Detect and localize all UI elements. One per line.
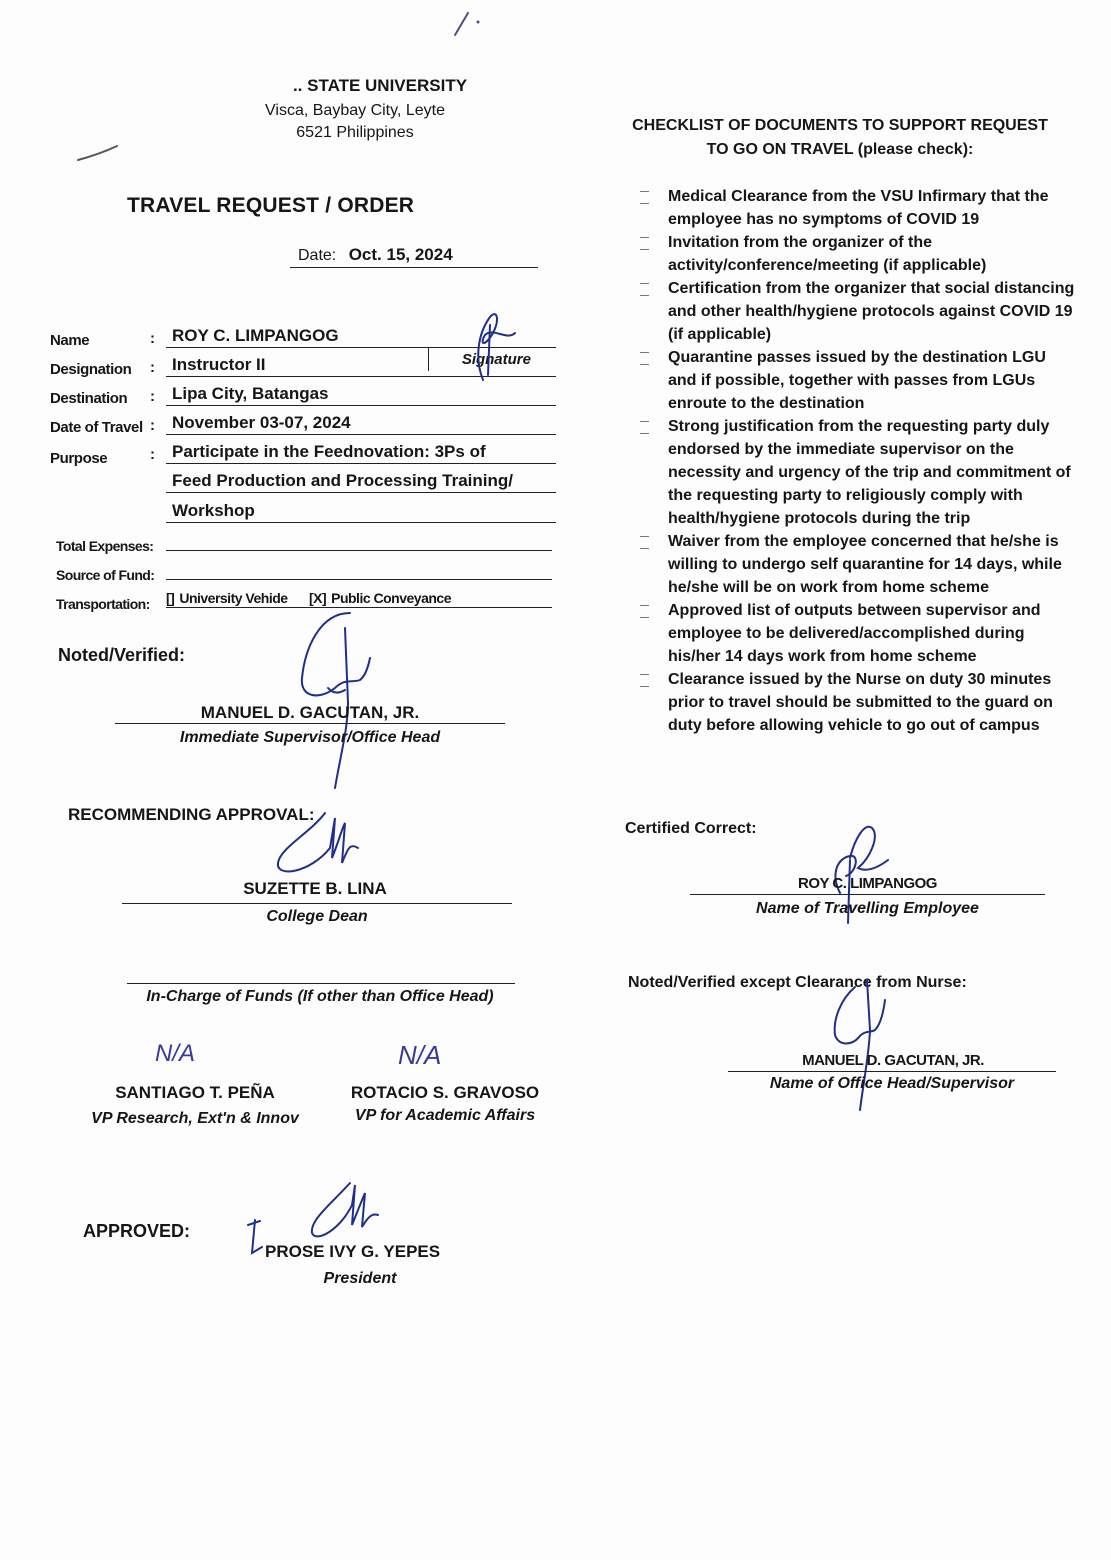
vp-academic-title: VP for Academic Affairs (354, 1107, 536, 1124)
checklist-item[interactable] (638, 185, 1078, 231)
designation-label: Designation (50, 361, 132, 378)
office-head-name: MANUEL D. GACUTAN, JR. (802, 1052, 984, 1069)
checklist-item[interactable] (638, 530, 1078, 599)
noted-verified-label: Noted/Verified: (58, 645, 186, 665)
supervisor-signature (290, 608, 390, 793)
source-of-fund-field[interactable] (166, 559, 552, 580)
colon: : (150, 417, 155, 434)
checkbox[interactable] (640, 191, 649, 204)
purpose-label: Purpose (50, 450, 108, 467)
transportation-options (166, 590, 552, 608)
colon: : (150, 359, 155, 376)
funds-title: In-Charge of Funds (If other than Office Head) (146, 988, 494, 1005)
dean-title: College Dean (266, 908, 368, 925)
checklist-item-text: Invitation from the organizer of the activity/conference/meeting (if applicable) (668, 234, 987, 274)
purpose-field-line-1[interactable]: Participate in the Feednovation: 3Ps of (166, 441, 556, 464)
designation-field[interactable]: Instructor II (166, 354, 556, 377)
vp-academic-name: ROTACIO S. GRAVOSO (350, 1083, 540, 1102)
signature-cell[interactable] (428, 347, 551, 371)
approved-label: APPROVED: (83, 1221, 191, 1241)
signature-line (115, 723, 505, 724)
checklist-item-text: Waiver from the employee concerned that he/she is willing to undergo self quarantine for 14 days, while he/she will be on work from home scheme (668, 533, 1062, 596)
destination-field[interactable]: Lipa City, Batangas (166, 383, 556, 406)
date-field[interactable] (290, 245, 538, 268)
colon: : (150, 446, 155, 463)
noted-except-nurse-label: Noted/Verified except Clearance from Nurse: (628, 974, 967, 991)
checklist-item-text: Strong justification from the requesting party duly endorsed by the immediate supervisor on the necessity and urgency of the trip and commitment of the requesting party to religiously comply with health/hygiene protocols during the trip (668, 418, 1071, 527)
checklist-heading (630, 114, 1050, 162)
destination-label: Destination (50, 390, 128, 407)
signature-label: Signature (461, 351, 531, 368)
signature-line (728, 1071, 1056, 1072)
purpose-field-line-2[interactable]: Feed Production and Processing Training/ (166, 470, 556, 493)
date-of-travel-label: Date of Travel (50, 419, 143, 436)
funds-signature-line[interactable] (127, 983, 515, 984)
supervisor-title: Immediate Supervisor/Office Head (179, 729, 441, 746)
pen-mark (450, 5, 500, 40)
supervisor-name: MANUEL D. GACUTAN, JR. (200, 703, 420, 722)
checkbox[interactable] (640, 605, 649, 618)
checklist-item-text: Medical Clearance from the VSU Infirmary that the employee has no symptoms of COVID 19 (668, 188, 1049, 228)
checkbox[interactable] (640, 674, 649, 687)
vp-research-title: VP Research, Ext'n & Innov (91, 1110, 299, 1127)
pen-mark (75, 140, 125, 165)
signature-line (690, 894, 1045, 895)
address-line-2: 6521 Philippines (296, 124, 414, 141)
form-title: TRAVEL REQUEST / ORDER (127, 194, 415, 217)
vp-research-name: SANTIAGO T. PEÑA (115, 1083, 275, 1102)
checklist (638, 185, 1078, 737)
supervisor-signature (825, 975, 905, 1115)
checklist-item[interactable] (638, 277, 1078, 346)
checkbox-mark: [] (166, 590, 175, 606)
president-name: PROSE IVY G. YEPES (265, 1242, 441, 1261)
date-value: Oct. 15, 2024 (348, 245, 453, 264)
checkbox[interactable] (640, 283, 649, 296)
date-of-travel-field[interactable]: November 03-07, 2024 (166, 412, 556, 435)
travelling-employee-title: Name of Travelling Employee (756, 900, 979, 917)
checklist-heading-line-2: TO GO ON TRAVEL (please check): (706, 141, 974, 158)
option-label: University Vehide (179, 590, 288, 606)
name-field[interactable]: ROY C. LIMPANGOG (166, 325, 556, 348)
address-line-1: Visca, Baybay City, Leyte (265, 102, 445, 119)
signature-line (122, 903, 512, 904)
checklist-item[interactable] (638, 346, 1078, 415)
public-conveyance-option[interactable] (309, 590, 451, 606)
total-expenses-field[interactable] (166, 530, 552, 551)
university-name: .. STATE UNIVERSITY (292, 76, 468, 95)
transportation-label: Transportation: (56, 596, 150, 612)
checklist-item-text: Clearance issued by the Nurse on duty 30 minutes prior to travel should be submitted to the guard on duty before allowing vehicle to go out of campus (668, 671, 1053, 734)
checklist-heading-line-1: CHECKLIST OF DOCUMENTS TO SUPPORT REQUEST (632, 117, 1048, 134)
checkbox[interactable] (640, 536, 649, 549)
purpose-field-line-3[interactable]: Workshop (166, 500, 556, 523)
checklist-item[interactable] (638, 415, 1078, 530)
colon: : (150, 330, 155, 347)
colon: : (150, 388, 155, 405)
checklist-item[interactable] (638, 668, 1078, 737)
university-vehicle-option[interactable] (166, 590, 288, 606)
checklist-item[interactable] (638, 599, 1078, 668)
na-mark: N/A (155, 1040, 196, 1067)
university-address (230, 100, 480, 144)
checklist-item[interactable] (638, 231, 1078, 277)
dean-name: SUZETTE B. LINA (243, 879, 387, 898)
total-expenses-label: Total Expenses: (56, 538, 154, 554)
office-head-title: Name of Office Head/Supervisor (769, 1075, 1015, 1092)
checkbox[interactable] (640, 237, 649, 250)
option-label: Public Conveyance (331, 590, 451, 606)
checklist-item-text: Certification from the organizer that social distancing and other health/hygiene protocols against COVID 19 (if applicable) (668, 280, 1075, 343)
checkbox-mark: [X] (308, 590, 327, 606)
travelling-employee-name: ROY C. LIMPANGOG (798, 875, 937, 892)
recommending-approval-label: RECOMMENDING APPROVAL: (68, 805, 315, 824)
date-label: Date: (298, 247, 337, 264)
name-label: Name (50, 332, 90, 349)
certified-correct-label: Certified Correct: (625, 820, 757, 837)
checkbox[interactable] (640, 421, 649, 434)
na-mark: N/A (398, 1040, 442, 1070)
source-of-fund-label: Source of Fund: (56, 567, 155, 583)
president-title: President (323, 1270, 397, 1287)
checklist-item-text: Quarantine passes issued by the destination LGU and if possible, together with passes from LGUs enroute to the destination (668, 349, 1046, 412)
checklist-item-text: Approved list of outputs between supervisor and employee to be delivered/accomplished during his/her 14 days work from home scheme (668, 602, 1041, 665)
checkbox[interactable] (640, 352, 649, 365)
